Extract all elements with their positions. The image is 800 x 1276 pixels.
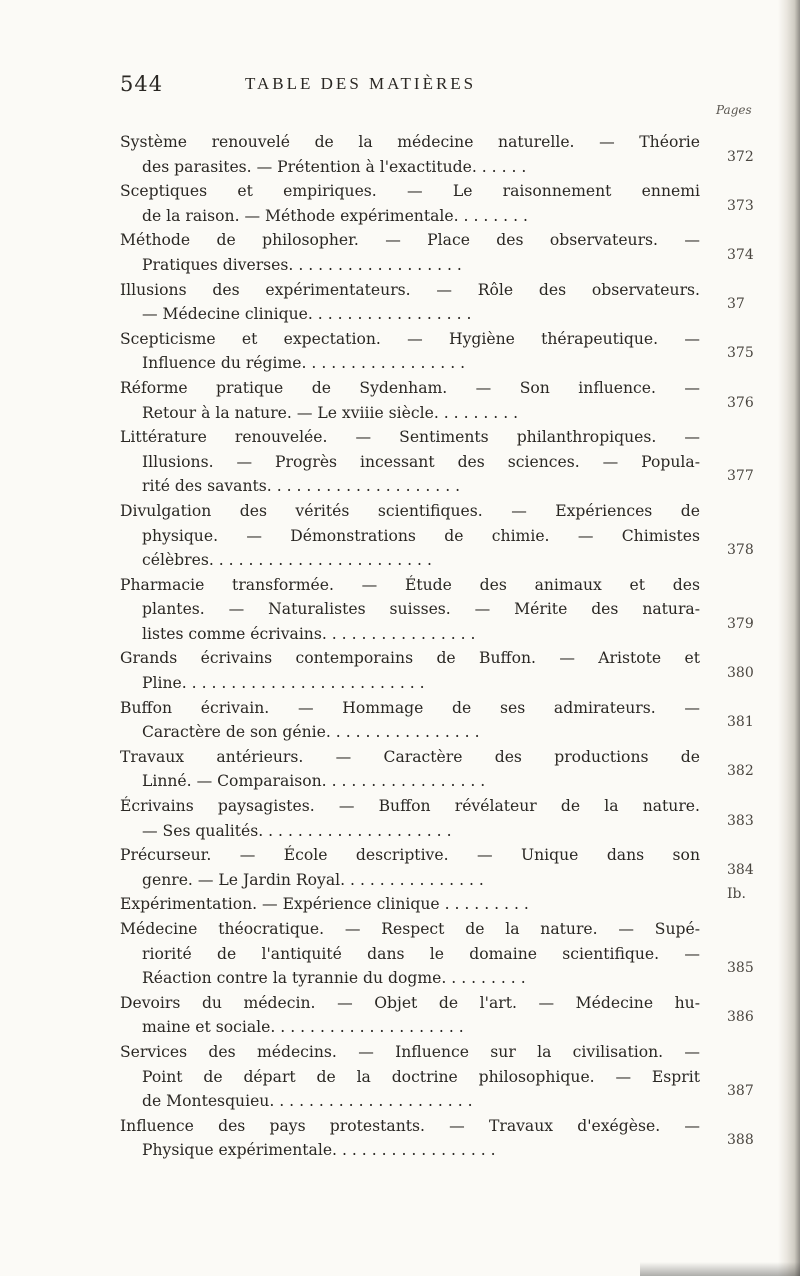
toc-page-number: 385: [727, 960, 754, 977]
page-edge-shadow: [778, 0, 800, 1276]
toc-entry-line: Point de départ de la doctrine philosophique. — Esprit: [142, 1067, 700, 1086]
page-header: [0, 72, 800, 102]
toc-entry-line: Travaux antérieurs. — Caractère des productions de: [120, 747, 700, 766]
toc-entry-line: Sceptiques et empiriques. — Le raisonnement ennemi: [120, 182, 700, 201]
toc-entry-line: Réaction contre la tyrannie du dogme. . . . . . . . .: [142, 969, 526, 988]
toc-entry-line: Illusions. — Progrès incessant des sciences. — Popula-: [142, 452, 700, 471]
toc-entry-line: de la raison. — Méthode expérimentale. . . . . . . .: [142, 206, 528, 225]
toc-entry-line: Influence des pays protestants. — Travaux d'exégèse. —: [120, 1116, 700, 1135]
running-title: TABLE DES MATIÈRES: [245, 74, 477, 93]
page-number: 544: [120, 72, 164, 96]
toc-entry: [120, 696, 780, 745]
toc-entry-line: Pratiques diverses. . . . . . . . . . . . . . . . . .: [142, 255, 462, 274]
toc-entry: [120, 228, 780, 277]
toc-entry-line: Pline. . . . . . . . . . . . . . . . . . . . . . . . .: [142, 674, 425, 693]
toc-entry-line: de Montesquieu. . . . . . . . . . . . . . . . . . . . .: [142, 1092, 473, 1111]
toc-entry-line: Services des médecins. — Influence sur la civilisation. —: [120, 1042, 700, 1061]
toc-entry-line: des parasites. — Prétention à l'exactitude. . . . . .: [142, 157, 527, 176]
toc-page-number: 387: [727, 1083, 754, 1100]
toc-entry: [120, 499, 780, 573]
toc-page-number: Ib.: [727, 886, 746, 903]
toc-entry-line: Linné. — Comparaison. . . . . . . . . . . . . . . . .: [142, 772, 486, 791]
toc-entry-line: Physique expérimentale. . . . . . . . . . . . . . . . .: [142, 1141, 496, 1160]
toc-entry: [120, 179, 780, 228]
toc-entry-line: physique. — Démonstrations de chimie. — Chimistes: [142, 526, 700, 545]
toc-page-number: 377: [727, 468, 754, 485]
toc-entry-line: genre. — Le Jardin Royal. . . . . . . . . . . . . . .: [142, 870, 484, 889]
toc-entry-line: Grands écrivains contemporains de Buffon. — Aristote et: [120, 649, 700, 668]
toc-page-number: 376: [727, 394, 754, 411]
toc-page-number: 388: [727, 1132, 754, 1149]
toc-entry-line: Pharmacie transformée. — Étude des animaux et des: [120, 575, 700, 594]
pages-column-label: Pages: [716, 103, 752, 117]
toc-entry-line: Médecine théocratique. — Respect de la nature. — Supé-: [120, 920, 700, 938]
toc-entry-line: Écrivains paysagistes. — Buffon révélateur de la nature.: [120, 797, 700, 816]
toc-entry: [120, 886, 780, 917]
toc-page-number: 37: [727, 296, 745, 313]
toc-entry-line: rité des savants. . . . . . . . . . . . . . . . . . . .: [142, 477, 461, 496]
toc-entry-line: Devoirs du médecin. — Objet de l'art. — Médecine hu-: [120, 993, 700, 1012]
toc-entry-line: Retour à la nature. — Le xviiie siècle. . . . . . . . .: [142, 403, 519, 422]
toc-entry-line: Précurseur. — École descriptive. — Unique dans son: [120, 846, 700, 865]
toc-page-number: 381: [727, 714, 754, 731]
toc-page-number: 386: [727, 1009, 754, 1026]
toc-entry: [120, 425, 780, 499]
toc-page-number: 373: [727, 197, 754, 214]
toc-page-number: 380: [727, 665, 754, 682]
toc-entry: [120, 278, 780, 327]
toc-entry-line: Buffon écrivain. — Hommage de ses admirateurs. —: [120, 698, 700, 717]
toc-entry-line: maine et sociale. . . . . . . . . . . . . . . . . . . .: [142, 1018, 464, 1037]
toc-entry-line: Divulgation des vérités scientifiques. — Expériences de: [120, 501, 700, 520]
toc-entry-line: Scepticisme et expectation. — Hygiène thérapeutique. —: [120, 329, 700, 348]
toc-entry-line: riorité de l'antiquité dans le domaine scientifique. —: [142, 944, 700, 963]
toc-page-number: 378: [727, 542, 754, 559]
toc-entry: [120, 794, 780, 843]
toc-entry-line: Caractère de son génie. . . . . . . . . . . . . . . .: [142, 723, 480, 742]
toc-entry-line: célèbres. . . . . . . . . . . . . . . . . . . . . . .: [142, 551, 432, 570]
toc-page-number: 375: [727, 345, 754, 362]
toc-entry-line: plantes. — Naturalistes suisses. — Mérite des natura-: [142, 600, 700, 619]
toc-entry: [120, 376, 780, 425]
toc-entry-line: Illusions des expérimentateurs. — Rôle des observateurs.: [120, 280, 700, 299]
toc-entry: [120, 130, 780, 179]
toc-entry-line: Littérature renouvelée. — Sentiments philanthropiques. —: [120, 428, 700, 447]
toc-page-number: 379: [727, 615, 754, 632]
toc-entry-line: — Ses qualités. . . . . . . . . . . . . . . . . . . .: [142, 821, 452, 840]
toc-page-number: 382: [727, 763, 754, 780]
toc-page-number: 383: [727, 812, 754, 829]
toc-entry-line: Méthode de philosopher. — Place des observateurs. —: [120, 231, 700, 250]
toc-page-number: 384: [727, 861, 754, 878]
toc-page-number: 372: [727, 148, 754, 165]
toc-entry: [120, 1114, 780, 1163]
toc-entry: [120, 327, 780, 376]
toc-entry-line: listes comme écrivains. . . . . . . . . . . . . . . .: [142, 624, 476, 643]
toc-entry: [120, 745, 780, 794]
toc-entry: [120, 1040, 780, 1114]
page-bottom-shadow: [640, 1262, 800, 1276]
toc-page-number: 374: [727, 246, 754, 263]
table-of-contents: [120, 130, 780, 1163]
toc-entry-line: Système renouvelé de la médecine naturelle. — Théorie: [120, 133, 700, 151]
toc-entry: [120, 573, 780, 647]
toc-entry: [120, 991, 780, 1040]
toc-entry: [120, 646, 780, 695]
toc-entry-line: Expérimentation. — Expérience clinique . . . . . . . . .: [120, 895, 529, 914]
toc-entry-line: Réforme pratique de Sydenham. — Son influence. —: [120, 378, 700, 397]
toc-entry-line: — Médecine clinique. . . . . . . . . . . . . . . . .: [142, 305, 472, 324]
toc-entry: [120, 843, 780, 892]
toc-entry-line: Influence du régime. . . . . . . . . . . . . . . . .: [142, 354, 466, 373]
toc-entry: [120, 917, 780, 991]
